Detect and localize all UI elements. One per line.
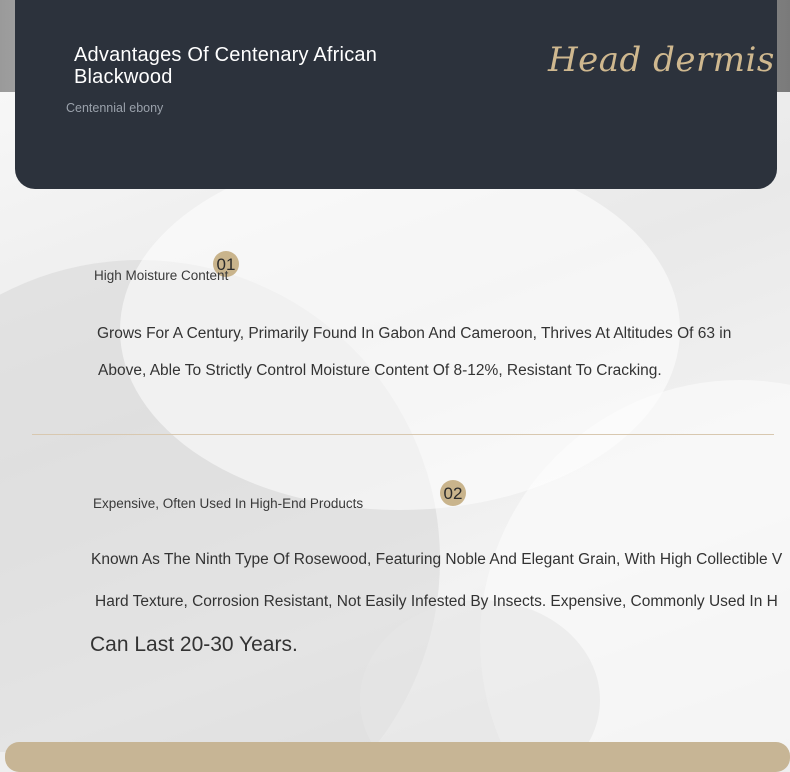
signature-logo: Head dermis <box>548 40 775 80</box>
page-subtitle: Centennial ebony <box>66 101 164 115</box>
item-title: High Moisture Content <box>94 268 229 283</box>
page-title: Advantages Of Centenary African Blackwood <box>74 44 378 88</box>
bottom-bar <box>5 742 790 772</box>
divider <box>32 434 774 435</box>
item-description-line: Above, Able To Strictly Control Moisture Content Of 8-12%, Resistant To Cracking. <box>98 362 662 379</box>
hero-banner <box>15 0 777 189</box>
item-number-badge: 02 <box>440 480 466 506</box>
item-number-badge: 01 <box>213 251 239 277</box>
item-title: Expensive, Often Used In High-End Products <box>93 496 364 511</box>
item-description-line: Can Last 20-30 Years. <box>90 633 298 656</box>
item-description-line: Hard Texture, Corrosion Resistant, Not Easily Infested By Insects. Expensive, Commonly Used In H <box>95 593 778 610</box>
item-description-line: Known As The Ninth Type Of Rosewood, Featuring Noble And Elegant Grain, With High Collectible V <box>91 551 783 568</box>
item-description-line: Grows For A Century, Primarily Found In Gabon And Cameroon, Thrives At Altitudes Of 63 in <box>97 325 732 342</box>
